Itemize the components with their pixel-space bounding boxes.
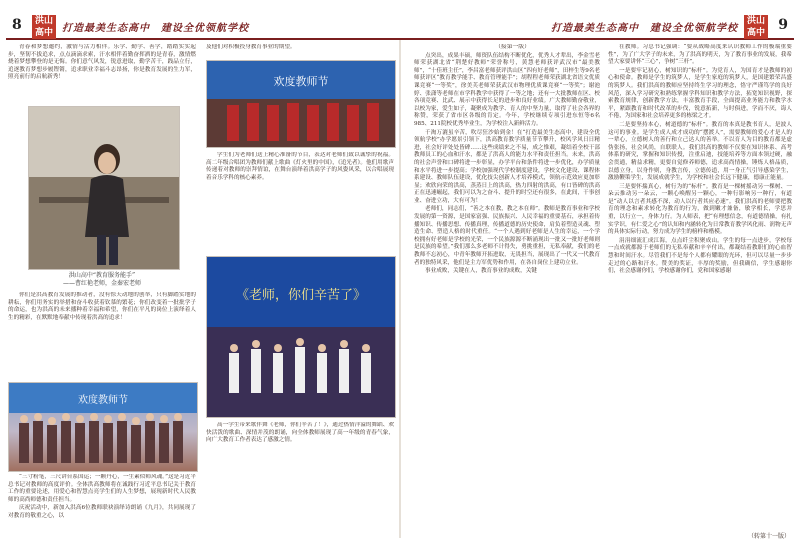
paragraph: 一是要牢记初心，树知识的“标杆”。为党育人，为国育才是教师的初心和使命。教师是学生的筑梦人，是学生家庭的筑梦人，是国建繁荣昌盛的筑梦人。我们洪高的教师应坚持终生学习的理念，恪守严谨笃学的良好风范，深入学习研究和熟练掌握学科知识和教学方法，拓宽知识视野，探索教育规律，创新教学方法，丰富教育手段，全面提高业务能力和教学水平，紧跟教育和时代改革的步伐，锐意拓新，与时俱进，学而不厌，诲人不倦，为国家和社会培养更多的栋梁之才。 [608,67,792,120]
right-page [400,0,800,546]
school-logo-icon: 洪山高中 [744,15,768,39]
continued-to-label: （转第十一版） [747,533,790,540]
left-page-header [6,12,400,40]
paragraph: “三寸粉笔，三尺讲台系国运；一颗丹心，一生素似师风魂。”这是习近平总书记对教师的高度评价。全体洪高教师将在诚践行习近平总书记关于教育工作的重要论述，用爱心和智慧点亮学生们的人生梦想，展现新时代人民教师的高尚师德和责任担当。 [8,474,196,503]
article-column-2-top [206,44,394,56]
paragraph: 老师们，同志们，“善之本在教，教之本在师”。教师是教育事业和学校发展的第一资源，是国家富强、民族振兴、人民幸福的重要基石，承担着传播知识、传播思想、传播真理，传播道德的历史使命，肩负着塑造灵魂、塑造生命、塑造人格的时代重任。“一个人遇到好老师是人生的幸运，一个学校拥有好老师是学校的光荣，一个民族源源不断涌现出一批又一批好老师则是民族的希望。”我们那么多老师不计得失，勇挑重担，无私奉献，我们的老教师不忘初心，中青年教师开拓进取，无畏担当，展现出了一代又一代教育者的独特风采，他们是主力军优势和作用，在各自岗位上建功立业。 [414,206,600,266]
article-column-1-bottom [8,474,196,540]
paragraph: 三是要怀揣真心，树行为的“标杆”。教育是一棵树摇动另一棵树、一朵云推动另一朵云，一颗心唤醒另一颗心，一种行影响另一种行，有道是“动人以言者其感不深，动人以行者其应必速”。我们洪高的老师要把教育的理念和素求转化为教育的行为，做到嫩才兼备，敏学相长，学思并重，以行立一，身体力行。为人师表，把“有理想信念，有道德情操，有扎实学识，有仁爱之心”的认知和内涵转化为日常教育教学风化雨、润物无声的具体实际行动，努力成为学生的榜样和楷模。 [608,183,792,236]
stage-banner-text: 《老师，你们辛苦了》 [235,288,367,303]
portrait-caption-line2: ——曹红艳老师，金秦宏老师 [62,280,141,287]
paragraph: 青春和梦想邀约，激情与活力相伴。乐学、勤学、善学，踏踏实实起步，坚韧不拔追求，点点滴滴求索，汗水相伴着勤奋挥洒的是青春，激情燃烧着梦想攀登的是无悔。你们意气风发，锐意进取，勤学苦干，践品立行，追逐教育梦想步履铿锵，追求职业幸福斗志昂扬，你是教育发展的生力军，照亮前行的启航新秀！ [8,44,196,81]
teacher-portrait-photo [28,106,180,270]
dance-stage-photo [206,256,396,418]
article-column-3 [414,44,600,540]
group-stage-photo [8,382,198,472]
portrait-caption-line1: 洪山高中“教育服务能手” [68,272,136,279]
article-column-2-mid [206,152,394,250]
header-slogan: 打造最美生态高中 建设全优领航学校 [551,23,738,34]
group-stage-image [9,383,197,471]
choir-stage-photo [206,60,396,148]
paragraph: 学生们为老师们送上精心准备的节目，表达对老师们致以诚挚的祝福。高二年级合唱团为教师们献上歌曲《灯火里的中国》，《追光者》。他们用歌声传递着对教师的崇拜情谊，在舞台演绎着洪高学子的风姿风采，以合唱展现着音乐学科的核心素养。 [206,152,394,181]
right-page-header [400,12,794,40]
paragraph: 庆祝活动中，新加入洪高6位教师联袂演绎诗朗诵《九月》，共同展现了对教育的敬重之心，以 [8,505,196,519]
paragraph: 高一学生带来歌伴舞《老师，你们辛苦了！》，通过热情洋溢的舞蹈、欢快活泼的歌曲、深情并茂的朗诵，向全体教师展现了高一年级的青春气象，向广大教育工作者表达了感激之情。 [206,422,394,444]
dance-stage-image [207,257,395,417]
continued-from-label: （接第一版） [495,44,530,50]
paragraph: 事业成败，关键在人，教育事业的成败，关键 [425,268,537,275]
article-column-4 [608,44,792,528]
paragraph: 千淘万漉虽辛苦，吹尽狂沙始到金！在“打造最美生态高中，建设全优领航学校”办学愿景引领下，洪高教育教学质量节节攀升，校风学风日日精进，社会好评处处皆碑……这些成绩来之不易，成之惟艰，凝结着全校干部教师员工的心血和汗水，都是了洪高人的能力水平和责任担当。未来，洪高的社会声誉和口碑将进一步彰显，办学平台和条件将进一步优化，办学质量和水平将进一步提高；学校加强现代学校制度建设，学校文化建设、课程体系建设、教师队伍建设，优化技尖创新人才培养模式，领航示范效应更加彰显；欢欣向荣的洪高，蒸蒸日上的洪高，热力四射的洪高，有口皆碑的洪高正在迅速崛起，我们可以为之奋斗、提升的时空还有很多，在此间，干事创业、奋进立功，大有可为！ [414,129,600,204]
choir-stage-image [207,61,395,147]
paragraph: 二是要坚持本心，树道德的“标杆”。教育的本真是教书育人，是波人这可的事业。是学生成人成才成功的“摆渡人”，需要教师的爱心才是人的一辈心，立德树人的善行和立己达人的善举。不以育人为目的教育都是虚伪张扬，社会风尚，自联联人。我们洪高的教师不仅要在知识体系、高考体系的研究，掌握和知识传授，注重启迪，技能培养等方面本领过硬，融会贯通，精益求精，更要自觉修养师德，追求高尚情操，锤炼人格品质，以德立身，以身作则，身教言传，立德传道，用一身正气引导感染学生，激励鞭策学生，发展成就学生，为学校和社会长远下健康，德康正能量。 [608,121,792,182]
stage-banner-text: 欢度教师节 [273,75,329,88]
paragraph: 在教师。习总书记强调：“要从战略高度来认识教师工作的极端重要性”，为了广大学子的未来，为了洪高的明天，为了教育事业的发展，我希望大家要讲怀“三心”，争树“三杆”。 [608,44,792,66]
paragraph: 点突出，成果丰硕，师资队伍结构不断优化，优秀人才辈出，李金雪老师荣获湖北省“荆楚好教师”荣誉称号，黄慧老师获评武汉市“最美教师”，“十佳班主任”，李昌富老师获评洪山区“四有好老师”，田梓生等9名老师获评区“教育教学能手、教育管理能手”；胡程程老师荣获湖北省语文优质课竞赛“一等奖”，徐美芙老师荣获武汉市物理优质课竞赛“一等奖”；谢池婷、张潇等老师在市学科教学中获得了一等之地；还有一大批教师在区、校各项竞赛、比武、展示中获得长足的进步和良好业绩。广大教师勤奋敬业，以校为家，爱生如子，凝聚成为教学、育人的中坚力量，取得了社会各界的称赞，荣获了省市区各级的肯定。今年，学校继续专项引进东恒等6名985、211院校优秀毕业生，为学校注入新鲜活力。 [414,52,600,127]
school-logo-icon: 洪山高中 [32,15,56,39]
paragraph: 及他们对积极投身教育事业的期望。 [206,44,296,50]
header-slogan: 打造最美生态高中 建设全优领航学校 [62,23,249,34]
teacher-portrait-image [29,107,179,269]
stage-banner-text: 欢度教师节 [78,395,128,406]
paragraph: 涓涓细流汇成江海，点点纤尘积聚成山。学生的每一点进步，学校每一点成就都源于老师们的无私奉献和辛辛付出，都凝结着教职们的心血智慧和时间汗水。尽管我们不是每个人都有耀眼的光环，但可以尽量一步步走过的心路和汗水。赞美的奖证，丰厚的奖励，但我确信，学生感谢你们，社会感谢你们，学校感谢你们，党和国家感谢 [608,237,792,275]
article-column-1-mid [8,292,196,372]
page-number: 9 [778,17,788,33]
paragraph: 你们是洪高教育发展的推动者，没有惊天动地的创举，只有脚踏实地的耕耘，你们用务实的举措和奋斗收获着钦慕的繁花；你们改变着一批批学子的命运，也为洪高的未来播种着幸福和希望，你们在平凡的岗位上演绎着人生的精彩，在默默地奉献中传现着洪高的追求！ [8,292,196,321]
article-column-1-top [8,44,196,94]
portrait-caption [8,272,196,288]
page-number: 8 [12,17,22,33]
article-column-2-bottom [206,422,394,540]
